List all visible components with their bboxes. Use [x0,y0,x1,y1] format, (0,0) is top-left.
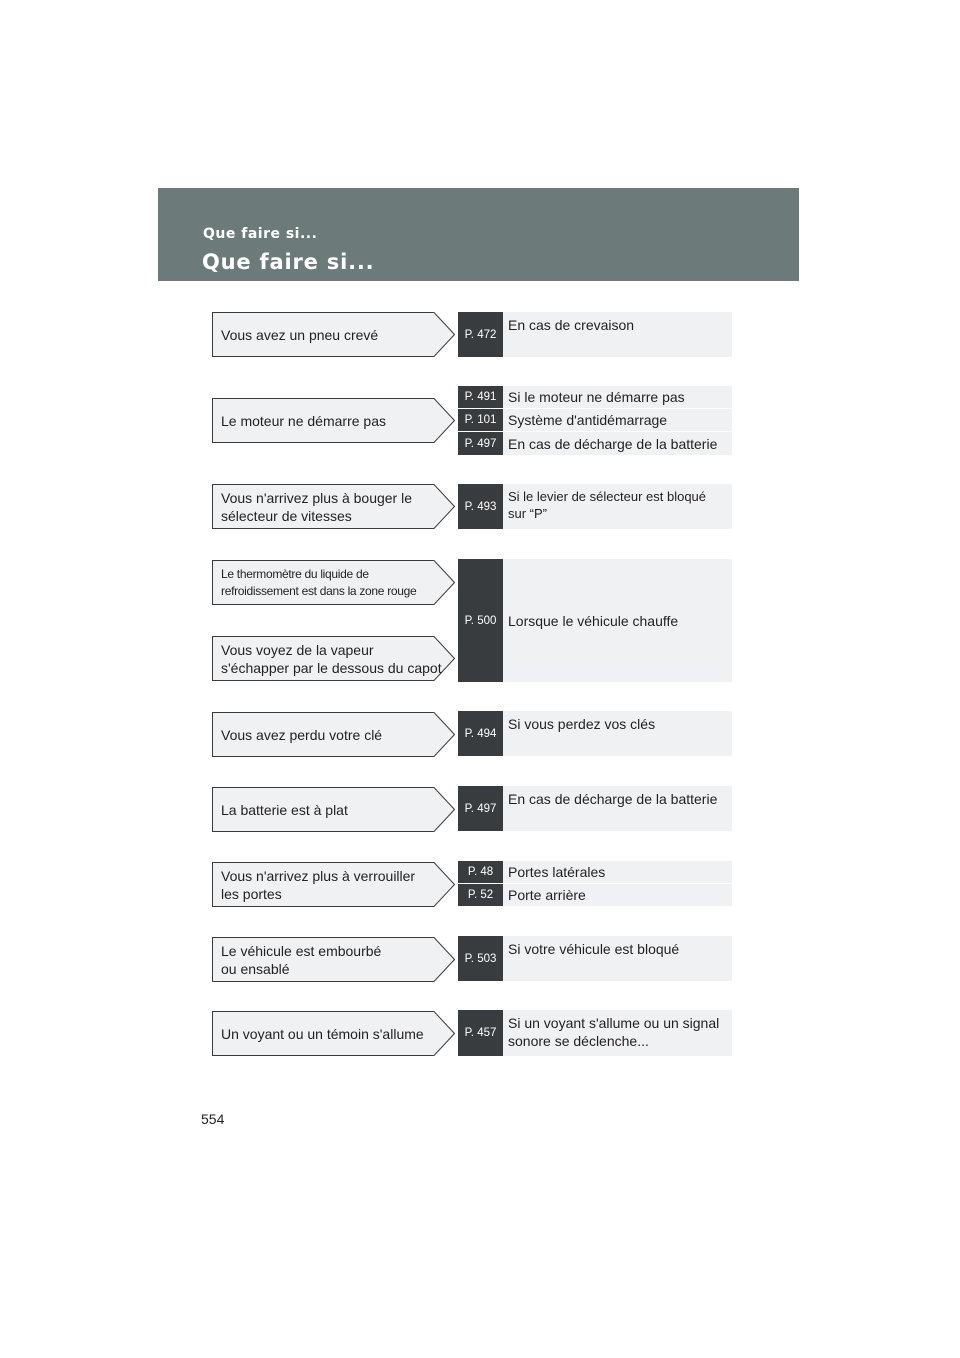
page-number: 554 [201,1111,225,1127]
section-header [158,188,799,281]
reference-link[interactable] [458,884,732,906]
reference-label: Si le moteur ne démarre pas [503,386,732,408]
reference-label: Si votre véhicule est bloqué [503,936,732,981]
reference-link[interactable] [458,409,732,431]
reference-link[interactable] [458,559,732,682]
reference-label: Lorsque le véhicule chauffe [503,559,732,682]
page-reference: P. 503 [458,936,503,981]
reference-link[interactable] [458,711,732,756]
condition-box[interactable] [212,636,455,681]
reference-label: Si vous perdez vos clés [503,711,732,756]
reference-link[interactable] [458,936,732,981]
condition-label: Vous avez perdu votre clé [221,726,383,743]
page-reference: P. 500 [458,559,503,682]
condition-label: Vous n'arrivez plus à bouger le sélecteur de vitesses [221,489,413,524]
reference-link[interactable] [458,312,732,357]
reference-label: Si le levier de sélecteur est bloqué sur “P” [503,484,732,529]
page-reference: P. 52 [458,884,503,906]
condition-label: Le moteur ne démarre pas [221,412,386,429]
page-reference: P. 497 [458,786,503,831]
section-subtitle: Que faire si... [203,226,318,242]
page-title: Que faire si... [202,250,375,274]
reference-label: Si un voyant s'allume ou un signal sonore se déclenche... [503,1010,732,1056]
condition-label: Le véhicule est embourbé ou ensablé [221,942,382,977]
page-reference: P. 493 [458,484,503,529]
condition-box[interactable] [212,862,455,907]
reference-link[interactable] [458,432,732,455]
condition-label: Un voyant ou un témoin s'allume [221,1025,424,1042]
reference-link[interactable] [458,786,732,831]
condition-box[interactable] [212,312,455,357]
condition-label: Vous voyez de la vapeur s'échapper par le dessous du capot [221,641,442,676]
reference-label: En cas de crevaison [503,312,732,357]
page-reference: P. 472 [458,312,503,357]
page-reference: P. 497 [458,432,503,455]
condition-box[interactable] [212,1011,455,1056]
condition-box[interactable] [212,712,455,757]
condition-box[interactable] [212,484,455,529]
condition-label: Le thermomètre du liquide de refroidissement est dans la zone rouge [221,566,417,598]
reference-label: En cas de décharge de la batterie [503,786,732,831]
reference-link[interactable] [458,386,732,408]
condition-label: Vous n'arrivez plus à verrouiller les portes [221,867,416,902]
reference-link[interactable] [458,484,732,529]
page-reference: P. 101 [458,409,503,431]
reference-label: En cas de décharge de la batterie [503,432,732,455]
page-reference: P. 494 [458,711,503,756]
condition-box[interactable] [212,787,455,832]
reference-label: Système d'antidémarrage [503,409,732,431]
condition-box[interactable] [212,398,455,443]
reference-label: Portes latérales [503,861,732,883]
page-reference: P. 491 [458,386,503,408]
condition-box[interactable] [212,937,455,982]
page-reference: P. 48 [458,861,503,883]
condition-label: La batterie est à plat [221,801,348,818]
reference-label: Porte arrière [503,884,732,906]
page-reference: P. 457 [458,1010,503,1056]
condition-box[interactable] [212,560,455,605]
condition-label: Vous avez un pneu crevé [221,326,379,343]
reference-link[interactable] [458,1010,732,1056]
reference-link[interactable] [458,861,732,883]
